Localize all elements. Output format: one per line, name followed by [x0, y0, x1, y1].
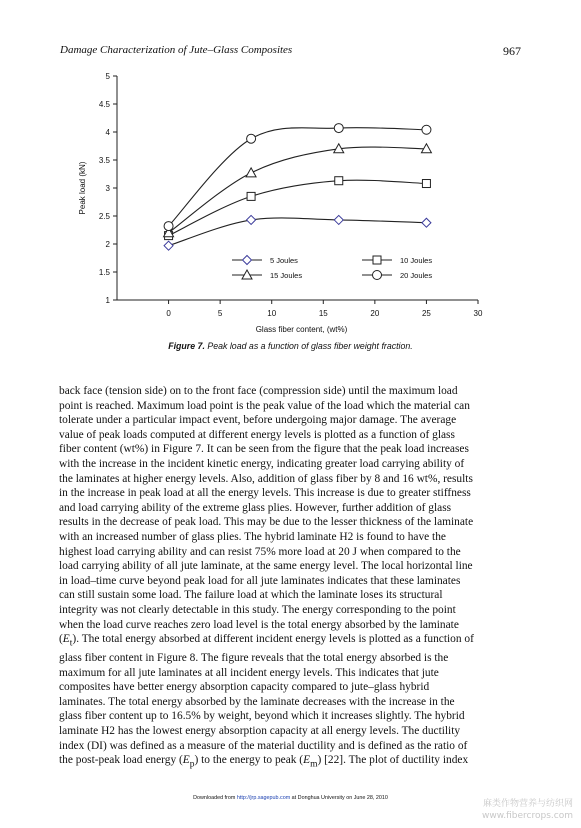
body-line: load carrying ability of all jute laminate, at the same energy level. The local horizontal line [59, 560, 473, 573]
legend-marker [373, 256, 381, 264]
series-line [169, 128, 427, 226]
y-tick-label: 3.5 [98, 156, 110, 165]
body-line: highest load carrying ability and can resist 75% more load at 20 J when compared to the [59, 545, 461, 558]
x-tick-label: 25 [421, 309, 431, 318]
text-segment: ) [22]. The plot of ductility index [317, 754, 469, 767]
body-line: integrity was not clearly detectable in this study. The energy corresponding to the point [59, 603, 456, 616]
y-tick-label: 2 [105, 240, 110, 249]
subscript: p [189, 759, 195, 770]
series-line [169, 180, 427, 235]
watermark-line: www.fibercrops.com [482, 811, 573, 821]
body-line: laminates. The total energy absorbed by the laminate decreases with the increase in the [59, 695, 455, 708]
y-tick-label: 3 [105, 184, 110, 193]
watermark-line: 麻类作物营养与纺织网 [482, 799, 573, 809]
y-tick-label: 5 [105, 72, 110, 81]
body-line: in the increase in peak load at all the energy levels. This increase is due to greater stiffness [59, 487, 471, 500]
y-tick-label: 1.5 [98, 268, 110, 277]
legend-label: 15 Joules [270, 271, 303, 280]
data-point [335, 177, 343, 185]
data-point [247, 134, 256, 143]
body-line: index (DI) was defined as a measure of the material ductility and is defined as the ratio of [59, 739, 468, 752]
body-line: tolerate under a particular impact event, before undergoing major damage. The average [59, 414, 457, 427]
body-line [59, 632, 539, 651]
subscript: m [310, 759, 318, 770]
data-point [164, 241, 173, 250]
watermark [482, 798, 573, 822]
x-tick-label: 5 [217, 309, 223, 318]
body-paragraph [59, 384, 539, 772]
figure-caption-text: Peak load as a function of glass fiber weight fraction. [207, 341, 413, 351]
footer-prefix: Downloaded from [193, 795, 237, 801]
y-tick-label: 1 [105, 296, 110, 305]
y-tick-label: 4.5 [98, 100, 110, 109]
footer-suffix: at Donghua University on June 28, 2010 [290, 795, 388, 801]
data-point [422, 180, 430, 188]
body-line: and load carrying ability of the extreme glass plies. However, further addition of glass [59, 501, 452, 514]
x-tick-label: 10 [267, 309, 277, 318]
page-number: 967 [503, 44, 521, 58]
series-line [169, 147, 427, 233]
body-line: the laminates at higher energy levels. Also, addition of glass fiber by 8 and 16 wt%, results [59, 472, 473, 485]
legend-label: 20 Joules [400, 271, 433, 280]
x-tick-label: 0 [166, 309, 171, 318]
body-line: results in the decrease of peak load. This may be due to the lesser thickness of the laminate [59, 516, 474, 529]
text-segment: ( [59, 633, 63, 646]
variable: E [303, 754, 311, 767]
running-title: Damage Characterization of Jute–Glass Composites [60, 44, 293, 56]
text-segment: the post-peak load energy ( [59, 754, 183, 767]
y-axis-label: Peak load (kN) [78, 161, 87, 215]
data-point [247, 215, 256, 224]
body-line: when the load curve reaches zero load level is the total energy absorbed by the laminate [59, 618, 459, 631]
data-point [246, 168, 256, 177]
y-tick-label: 2.5 [98, 212, 110, 221]
data-point [334, 215, 343, 224]
data-point [334, 124, 343, 133]
body-line: point is reached. Maximum load point is the peak value of the load which the material can [59, 399, 470, 412]
peak-load-chart [70, 68, 510, 338]
body-line: in load–time curve beyond peak load for all jute laminates indicates that these laminates [59, 574, 461, 587]
x-tick-label: 15 [318, 309, 328, 318]
x-tick-label: 30 [473, 309, 483, 318]
figure-caption [0, 341, 581, 351]
body-line: composites have better energy absorption capacity compared to jute–glass hybrid [59, 681, 430, 694]
body-line: laminate H2 has the lowest energy absorption capacity at all energy levels. The ductility [59, 724, 461, 737]
figure-label: Figure 7. [168, 341, 205, 351]
legend-label: 5 Joules [270, 256, 298, 265]
variable: E [182, 754, 190, 767]
variable: E [62, 633, 70, 646]
body-line: with the increase in the incident kinetic energy, indicating greater load carrying ability of [59, 457, 465, 470]
x-tick-label: 20 [370, 309, 380, 318]
body-line: can still sustain some load. The failure load at which the laminate loses its structural [59, 589, 443, 602]
body-line: glass fiber content up to 16.5% by weight, beyond which it increases slightly. The hybrid [59, 710, 465, 723]
y-tick-label: 4 [105, 128, 110, 137]
subscript: t [69, 638, 73, 649]
text-segment: ) to the energy to peak ( [194, 754, 304, 767]
text-segment: ). The total energy absorbed at different incident energy levels is plotted as a function of [72, 633, 474, 646]
data-point [247, 192, 255, 200]
body-line: back face (tension side) on to the front face (compression side) until the maximum load [59, 385, 458, 397]
data-point [422, 125, 431, 134]
data-point [164, 222, 173, 231]
legend-marker [373, 271, 382, 280]
data-point [422, 218, 431, 227]
body-line: glass fiber content in Figure 8. The figure reveals that the total energy absorbed is the [59, 651, 449, 664]
body-line [59, 753, 539, 772]
footer-link[interactable]: http://jrp.sagepub.com [236, 795, 291, 801]
body-line: value of peak loads computed at different energy levels is plotted as a function of glass [59, 428, 455, 441]
legend-label: 10 Joules [400, 256, 433, 265]
series-line [169, 218, 427, 246]
legend-marker [243, 256, 252, 265]
body-line: fiber content (wt%) in Figure 7. It can be seen from the figure that the peak load increases [59, 443, 469, 456]
x-axis-label: Glass fiber content, (wt%) [255, 325, 348, 334]
body-line: maximum for all jute laminates at all incident energy levels. This indicates that jute [59, 666, 439, 679]
body-line: with an increased number of glass plies. The hybrid laminate H2 is found to have the [59, 530, 446, 543]
